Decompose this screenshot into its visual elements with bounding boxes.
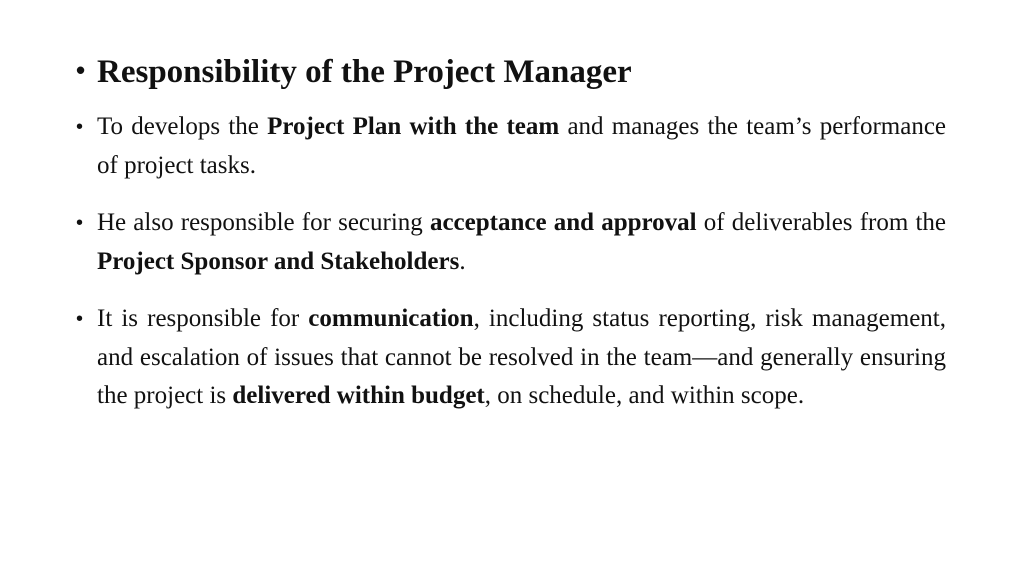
- bullet-item: [76, 204, 946, 281]
- slide-heading: [76, 50, 946, 94]
- bullet-icon: •: [76, 55, 86, 85]
- bullet-icon: •: [76, 212, 84, 234]
- bullet-item: [76, 300, 946, 416]
- bullet-item: [76, 108, 946, 185]
- bullet-text: He also responsible for securing acceptance and approval of deliverables from the Project Sponsor and Stakeholders.: [97, 209, 946, 275]
- bullet-text: It is responsible for communication, including status reporting, risk management, and escalation of issues that cannot be resolved in the team—and generally ensuring the project is delivered within budget, on schedule, and within scope.: [97, 305, 946, 409]
- bullet-icon: •: [76, 116, 84, 138]
- bullet-icon: •: [76, 308, 84, 330]
- bullet-text: To develops the Project Plan with the team and manages the team’s performance of project tasks.: [97, 113, 947, 179]
- heading-text: Responsibility of the Project Manager: [97, 54, 632, 90]
- bullet-list: [76, 50, 946, 435]
